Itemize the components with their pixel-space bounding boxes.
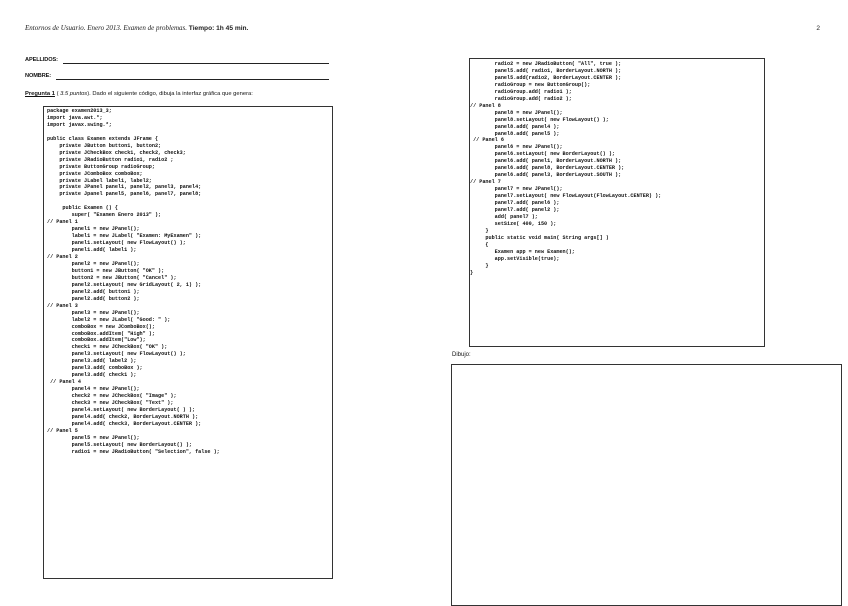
question-text: ). Dado el siguiente código, dibuja la interfaz gráfica que genera: [87, 91, 253, 97]
surname-line [63, 63, 329, 64]
code-listing-right: radio2 = new JRadioButton( "All", true ); panel5.add( radio1, BorderLayout.NORTH ); panel5.add(radio2, BorderLayout.CENTER ); radioGroup = new ButtonGroup(); radioGroup.add( radio1 ); radioGroup.add( radio2 ); // Panel 8 panel8 = new JPanel(); panel8.setLayout( new FlowLayout() ); panel8.add( panel4 ); panel8.add( panel5 ); // Panel 6 panel6 = new JPanel(); panel6.setLayout( new BorderLayout() ); panel6.add( panel1, BorderLayout.NORTH ); panel6.add( panel8, BorderLayout.CENTER ); panel6.add( panel3, BorderLayout.SOUTH ); // Panel 7 panel7 = new JPanel(); panel7.setLayout( new FlowLayout(FlowLayout.CENTER) ); panel7.add( panel6 ); panel7.add( panel2 ); add( panel7 ); setSize( 400, 150 ); } public static void main( String args[] ) { Examen app = new Examen(); app.setVisible(true); } } [470, 61, 662, 276]
drawing-area [451, 364, 842, 606]
page-header [25, 24, 248, 32]
surname-label: APELLIDOS: [25, 57, 58, 63]
exam-time: Tiempo: 1h 45 min. [188, 25, 249, 32]
code-box-left [43, 106, 333, 579]
code-box-right [469, 58, 765, 347]
question-open: ( [54, 91, 59, 97]
course-title: Entornos de Usuario. Enero 2013. Examen de problemas. [25, 24, 188, 32]
code-listing-left: package examen2013_3; import java.awt.*; import javax.swing.*; public class Examen extends JFrame { private JButton button1, button2; private JCheckBox check1, check2, check3; private JRadioButton radio1, radio2 ; private ButtonGroup radioGroup; private JComboBox comboBox; private JLabel label1, label2; private JPanel panel1, panel2, panel3, panel4; private Jpanel panel5, panel6, panel7, panel8; public Examen () { super( "Examen Enero 2013" ); // Panel 1 panel1 = new JPanel(); label1 = new JLabel( "Examen: MyExamen" ); panel1.setLayout( new FlowLayout() ); panel1.add( label1 ); // Panel 2 panel2 = new JPanel(); button1 = new JButton( "OK" ); button2 = new JButton( "Cancel" ); panel2.setLayout( new GridLayout( 2, 1) ); panel2.add( button1 ); panel2.add( button2 ); // Panel 3 panel3 = new JPanel(); label2 = new JLabel( "Good: " ); comboBox = new JComboBox(); comboBox.addItem( "High" ); comboBox.addItem("Low"); check1 = new JCheckBox( "OK" ); panel3.setLayout( new FlowLayout() ); panel3.add( label2 ); panel3.add( comboBox ); panel3.add( check1 ); // Panel 4 panel4 = new JPanel(); check2 = new JCheckBox( "Image" ); check3 = new JCheckBox( "Text" ); panel4.setLayout( new BorderLayout( ) ); panel4.add( check2, BorderLayout.NORTH ); panel4.add( check3, BorderLayout.CENTER ); // Panel 5 panel5 = new JPanel(); panel5.setLayout( new BorderLayout() ); radio1 = new JRadioButton( "Selection", false ); [47, 108, 220, 455]
question-label: Pregunta 1 [25, 91, 55, 97]
drawing-label: Dibujo: [452, 352, 471, 358]
page-number: 2 [816, 25, 820, 32]
name-line [56, 79, 329, 80]
question-1 [25, 91, 253, 97]
name-label: NOMBRE: [25, 73, 52, 79]
question-points: 3.5 puntos [58, 91, 88, 97]
